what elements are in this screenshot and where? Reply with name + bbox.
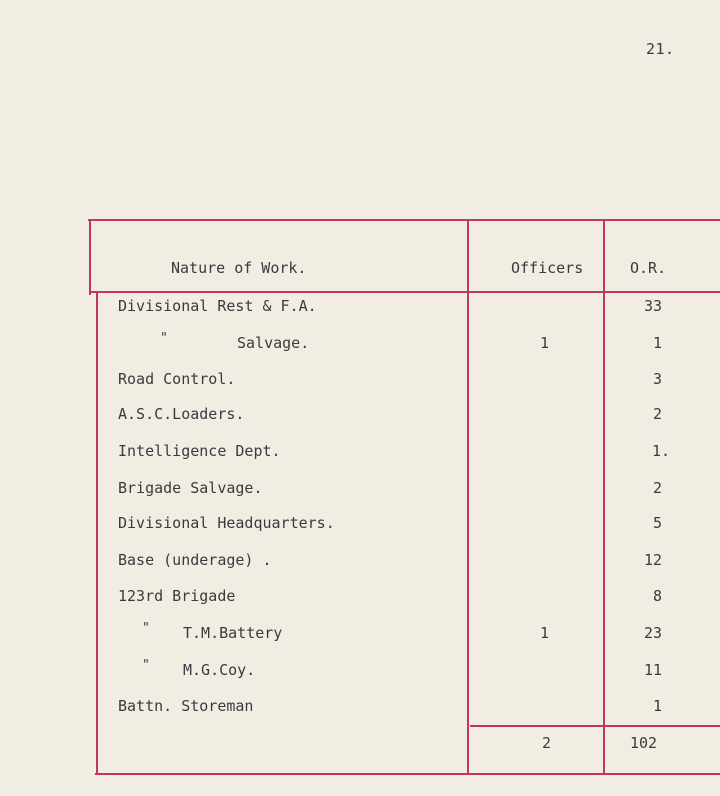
row-or: 5: [652, 514, 662, 532]
row-ditto: ": [160, 331, 168, 346]
row-or: 2: [652, 405, 662, 423]
row-ditto: ": [142, 658, 150, 673]
row-or: 3: [652, 370, 662, 388]
row-officers: 1: [540, 334, 550, 352]
row-work: A.S.C.Loaders.: [118, 405, 245, 423]
row-or: 23: [643, 624, 662, 642]
table-row: [0, 442, 720, 470]
table-row: [0, 331, 720, 362]
row-work: 123rd Brigade: [118, 587, 236, 605]
row-or: 1.: [651, 442, 670, 460]
header-or: O.R.: [630, 259, 667, 277]
table-row: [0, 405, 720, 433]
row-ditto: ": [142, 621, 150, 636]
row-or: 1: [652, 697, 662, 715]
table-row: [0, 658, 720, 689]
total-top-rule: [470, 725, 720, 727]
row-or: 33: [643, 297, 662, 315]
row-work: Salvage.: [237, 334, 310, 352]
table-left-rule: [89, 219, 91, 295]
page-number: 21.: [646, 40, 675, 58]
row-work: Brigade Salvage.: [118, 479, 263, 497]
table-row: [0, 697, 720, 725]
table-row: [0, 514, 720, 542]
row-work: M.G.Coy.: [183, 661, 256, 679]
row-work: Divisional Rest & F.A.: [118, 297, 317, 315]
table-row: [0, 370, 720, 398]
row-or: 12: [643, 551, 662, 569]
total-officers: 2: [542, 734, 552, 752]
total-or: 102: [630, 734, 658, 752]
row-work: T.M.Battery: [183, 624, 283, 642]
table-row: [0, 297, 720, 325]
row-work: Divisional Headquarters.: [118, 514, 335, 532]
table-top-rule: [88, 219, 720, 221]
table-bottom-rule: [95, 773, 720, 775]
row-or: 1: [652, 334, 662, 352]
row-work: Base (underage) .: [118, 551, 272, 569]
table-row: [0, 621, 720, 652]
header-bottom-rule: [90, 291, 720, 293]
row-work: Intelligence Dept.: [118, 442, 281, 460]
header-nature-of-work: Nature of Work.: [171, 259, 307, 277]
row-officers: 1: [540, 624, 550, 642]
row-or: 2: [652, 479, 662, 497]
row-work: Battn. Storeman: [118, 697, 254, 715]
row-work: Road Control.: [118, 370, 236, 388]
row-or: 8: [652, 587, 662, 605]
table-row: [0, 551, 720, 579]
table-row: [0, 479, 720, 507]
table-row: [0, 587, 720, 615]
header-officers: Officers: [511, 259, 584, 277]
row-or: 11: [643, 661, 662, 679]
